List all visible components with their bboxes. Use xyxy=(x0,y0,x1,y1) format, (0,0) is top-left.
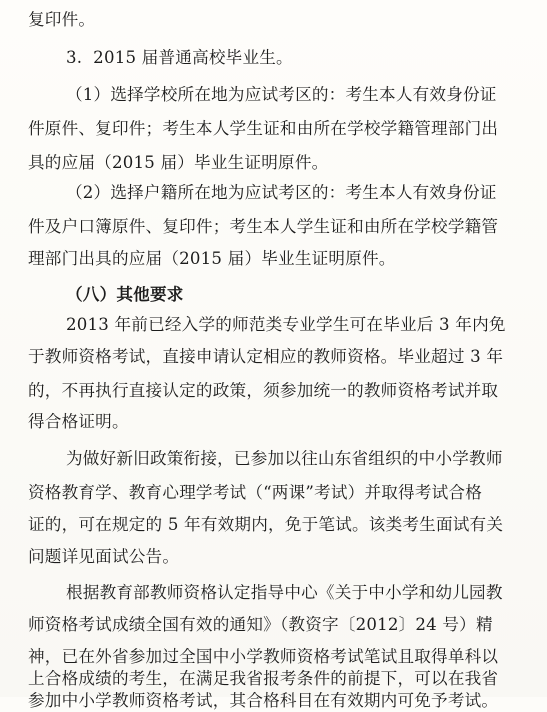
section-heading: （八）其他要求 xyxy=(66,284,184,304)
text-line: 理部门出具的应届（2015 届）毕业生证明原件。 xyxy=(28,249,396,268)
text-line: 师资格考试成绩全国有效的通知》（教资字〔2012〕24 号）精 xyxy=(28,615,493,634)
section-heading: 3. 2015 届普通高校毕业生。 xyxy=(66,48,293,67)
text-line: （2）选择户籍所在地为应试考区的：考生本人有效身份证 xyxy=(66,183,497,202)
text-line: 件及户口簿原件、复印件；考生本人学生证和由所在学校学籍管 xyxy=(28,217,499,236)
text-line: 神，已在外省参加过全国中小学教师资格考试笔试且取得单科以 xyxy=(28,647,499,666)
text-line: 资格教育学、教育心理学考试（“两课”考试）并取得考试合格 xyxy=(28,483,483,502)
text-line: （1）选择学校所在地为应试考区的：考生本人有效身份证 xyxy=(66,85,497,104)
text-line: 上合格成绩的考生，在满足我省报考条件的前提下，可以在我省 xyxy=(28,669,499,688)
text-line: 根据教育部教师资格认定指导中心《关于中小学和幼儿园教 xyxy=(66,583,503,602)
text-line: 件原件、复印件；考生本人学生证和由所在学校学籍管理部门出 xyxy=(28,119,499,138)
text-line: 问题详见面试公告。 xyxy=(28,547,180,566)
text-line: 复印件。 xyxy=(28,10,96,29)
text-line: 参加中小学教师资格考试，其合格科目在有效期内可免予考试。 xyxy=(28,691,499,710)
text-line: 证的，可在规定的 5 年有效期内，免于笔试。该类考生面试有关 xyxy=(28,515,504,534)
text-line: 于教师资格考试，直接申请认定相应的教师资格。毕业超过 3 年 xyxy=(28,347,504,366)
text-line: 为做好新旧政策衔接，已参加以往山东省组织的中小学教师 xyxy=(66,449,503,468)
text-line: 得合格证明。 xyxy=(28,412,129,431)
text-line: 2013 年前已经入学的师范类专业学生可在毕业后 3 年内免 xyxy=(66,315,506,334)
text-line: 的，不再执行直接认定的政策，须参加统一的教师资格考试并取 xyxy=(28,381,499,400)
text-line: 具的应届（2015 届）毕业生证明原件。 xyxy=(28,153,329,172)
